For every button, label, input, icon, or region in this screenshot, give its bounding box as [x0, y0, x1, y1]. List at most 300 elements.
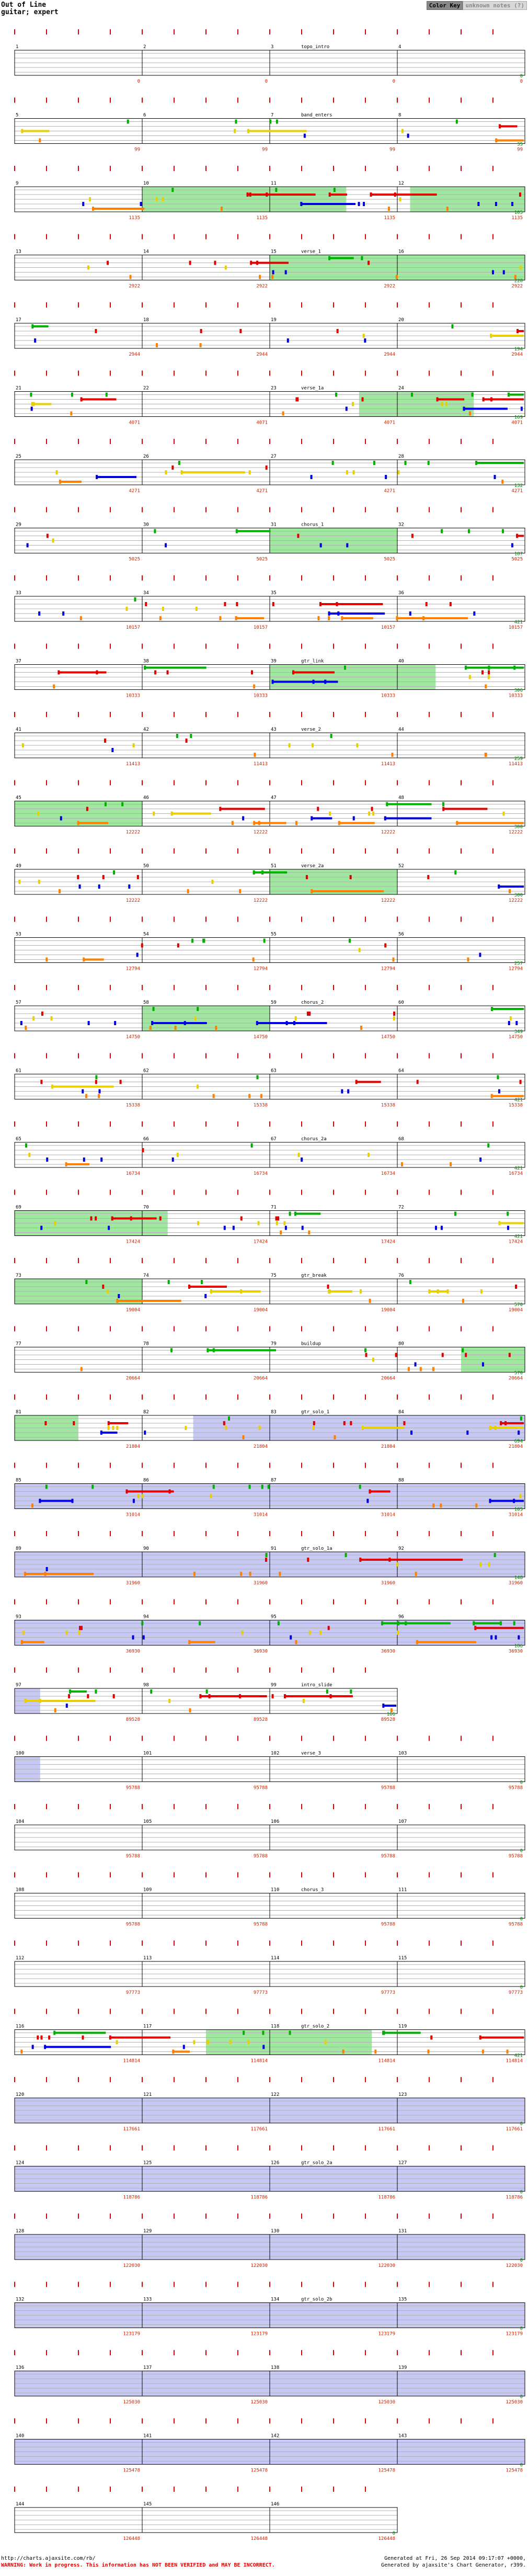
note	[441, 402, 443, 406]
beat-marker	[429, 985, 430, 990]
beat-marker	[365, 1940, 366, 1946]
running-score: 20664	[508, 1376, 523, 1381]
running-score: 4271	[511, 489, 523, 494]
beat-marker	[397, 98, 398, 103]
sustain-note	[357, 1081, 381, 1083]
note	[202, 939, 204, 943]
note	[70, 412, 72, 416]
note	[258, 821, 260, 825]
note	[178, 461, 180, 465]
note	[223, 1421, 225, 1425]
running-score: 4271	[384, 489, 395, 494]
note	[38, 611, 40, 616]
note	[168, 1699, 170, 1703]
beat-marker	[46, 712, 47, 717]
sustain-note	[52, 1086, 114, 1088]
running-score: 21804	[381, 1444, 395, 1449]
section-label: chorus_2	[301, 1000, 324, 1005]
running-score: 125030	[123, 2400, 140, 2405]
note	[500, 1421, 502, 1425]
note	[98, 1094, 100, 1098]
measure-number: 52	[398, 864, 404, 869]
beat-marker	[237, 1667, 238, 1673]
running-score: 16734	[381, 1171, 395, 1176]
running-score: 31960	[381, 1581, 395, 1586]
note	[397, 470, 399, 474]
running-score: 95788	[125, 1922, 140, 1927]
measure-number: 81	[16, 1410, 21, 1415]
beat-marker	[429, 1804, 430, 1809]
running-score: 12794	[508, 966, 523, 972]
measure-number: 16	[398, 249, 404, 255]
beat-marker	[333, 1599, 334, 1605]
measure-number: 60	[398, 1000, 404, 1005]
measure-number: 107	[398, 1819, 407, 1824]
note	[465, 666, 467, 670]
beat-marker	[14, 2077, 15, 2082]
measure-number: 124	[16, 2160, 25, 2166]
note	[495, 139, 497, 143]
note	[441, 1226, 443, 1230]
note	[85, 1094, 87, 1098]
note	[276, 1221, 278, 1225]
note	[102, 875, 105, 879]
sustain-note	[370, 1491, 390, 1493]
beat-marker	[492, 2419, 493, 2424]
measure-number: 73	[16, 1273, 21, 1278]
beat-marker	[237, 1121, 238, 1127]
note	[475, 461, 477, 465]
note	[108, 1421, 110, 1425]
section-label: verse_2a	[301, 864, 324, 869]
measure-number: 63	[271, 1068, 277, 1074]
sustain-note	[236, 617, 265, 619]
beat-marker	[461, 2009, 462, 2014]
beat-marker	[46, 507, 47, 513]
beat-marker	[269, 2487, 270, 2492]
beat-marker	[397, 1736, 398, 1741]
beat-marker	[142, 575, 143, 581]
section-label: buildup	[301, 1341, 321, 1347]
note	[52, 539, 54, 543]
beat-marker	[142, 1736, 143, 1741]
note	[225, 266, 227, 270]
running-score: 97773	[381, 1990, 395, 1995]
sustain-note	[492, 1008, 524, 1010]
note	[228, 1416, 230, 1421]
beat-marker	[237, 848, 238, 854]
beat-marker	[301, 1258, 302, 1263]
note	[401, 129, 404, 133]
running-score: 31960	[508, 1581, 523, 1586]
sustain-note	[54, 2032, 106, 2034]
sustain-note	[457, 822, 524, 824]
note	[507, 2050, 509, 2054]
note	[130, 1217, 132, 1221]
note	[415, 1363, 417, 1367]
note	[145, 602, 147, 606]
beat-marker	[461, 2146, 462, 2151]
measure-number: 64	[398, 1068, 404, 1074]
beat-marker	[110, 1258, 111, 1263]
note	[27, 543, 29, 548]
beat-marker	[429, 644, 430, 649]
note	[368, 1153, 370, 1157]
note	[249, 470, 251, 474]
sustain-note	[491, 335, 524, 337]
note	[107, 261, 109, 265]
note	[279, 1572, 281, 1576]
note	[482, 2050, 484, 2054]
note	[295, 1640, 297, 1644]
beat-marker	[205, 2009, 206, 2014]
footer-url[interactable]: http://charts.ajaxsite.com/rb/	[1, 2556, 96, 2561]
note	[363, 202, 365, 206]
note	[306, 875, 308, 879]
measure-number: 4	[398, 44, 401, 50]
note	[151, 1021, 153, 1025]
beat-marker	[365, 2214, 366, 2219]
beat-marker	[110, 507, 111, 513]
note	[501, 480, 503, 484]
beat-marker	[174, 1804, 175, 1809]
measure-number: 34	[143, 591, 149, 596]
note-count: 0	[520, 1848, 523, 1854]
beat-marker	[269, 1121, 270, 1127]
beat-marker	[205, 2419, 206, 2424]
note	[358, 202, 360, 206]
beat-marker	[110, 1463, 111, 1468]
beat-marker	[14, 2009, 15, 2014]
beat-marker	[14, 302, 15, 308]
beat-marker	[397, 712, 398, 717]
measure-number: 141	[143, 2433, 152, 2439]
beat-marker	[269, 1804, 270, 1809]
running-score: 95788	[253, 1854, 268, 1859]
beat-marker	[492, 166, 493, 171]
beat-marker	[110, 1121, 111, 1127]
sustain-note	[285, 1695, 353, 1697]
note	[386, 802, 388, 807]
running-score: 4271	[129, 489, 140, 494]
running-score: 122030	[378, 2263, 395, 2268]
note	[492, 270, 494, 275]
note	[317, 616, 319, 620]
running-score: 17424	[253, 1239, 268, 1245]
note	[224, 602, 226, 606]
measure-number: 42	[143, 727, 149, 732]
beat-marker	[237, 1463, 238, 1468]
note	[384, 816, 386, 821]
beat-marker	[301, 2077, 302, 2082]
running-score: 10157	[508, 625, 523, 630]
beat-marker	[142, 2009, 143, 2014]
beat-marker	[365, 2350, 366, 2355]
running-score: 2922	[129, 283, 140, 289]
note	[193, 2040, 195, 2045]
beat-marker	[397, 917, 398, 922]
beat-marker	[14, 985, 15, 990]
beat-marker	[46, 1599, 47, 1605]
beat-marker	[142, 1190, 143, 1195]
beat-marker	[461, 644, 462, 649]
beat-marker	[269, 1326, 270, 1332]
note	[261, 1485, 263, 1489]
beat-marker	[46, 1804, 47, 1809]
note-count: 300	[514, 824, 523, 830]
note	[311, 475, 313, 479]
beat-marker	[78, 2214, 79, 2219]
note	[25, 1143, 27, 1148]
beat-marker	[174, 1599, 175, 1605]
beat-marker	[429, 439, 430, 444]
note	[183, 2045, 185, 2049]
beat-marker	[237, 507, 238, 513]
measure-number: 87	[271, 1478, 277, 1483]
beat-marker	[492, 1873, 493, 1878]
measure-number: 85	[16, 1478, 21, 1483]
note	[488, 1562, 490, 1567]
note-count: 0	[520, 1780, 523, 1786]
beat-marker	[174, 2282, 175, 2287]
beat-marker	[174, 1736, 175, 1741]
running-score: 11413	[381, 762, 395, 767]
measure-number: 118	[271, 2024, 280, 2029]
beat-marker	[429, 2077, 430, 2082]
beat-marker	[142, 166, 143, 171]
measure-number: 33	[16, 591, 21, 596]
note	[80, 616, 82, 620]
beat-marker	[205, 2487, 206, 2492]
beat-marker	[46, 2419, 47, 2424]
beat-marker	[492, 1121, 493, 1127]
note	[39, 139, 41, 143]
note	[494, 475, 496, 479]
beat-marker	[142, 1804, 143, 1809]
beat-marker	[205, 234, 206, 240]
beat-marker	[333, 2419, 334, 2424]
note	[363, 334, 365, 338]
note	[447, 1289, 449, 1293]
beat-marker	[461, 1940, 462, 1946]
beat-marker	[333, 1804, 334, 1809]
beat-marker	[142, 507, 143, 513]
beat-marker	[333, 917, 334, 922]
beat-marker	[46, 302, 47, 308]
note-count: 166	[386, 1712, 395, 1717]
sustain-note	[173, 2051, 190, 2053]
beat-marker	[397, 1804, 398, 1809]
note-count: 0	[520, 1916, 523, 1922]
running-score: 5025	[511, 557, 523, 562]
note	[278, 1621, 280, 1626]
running-score: 10157	[381, 625, 395, 630]
beat-marker	[301, 166, 302, 171]
beat-marker	[461, 712, 462, 717]
beat-marker	[142, 1121, 143, 1127]
beat-marker	[492, 575, 493, 581]
beat-marker	[461, 1804, 462, 1809]
running-score: 31014	[125, 1512, 140, 1518]
running-score: 14750	[125, 1035, 140, 1040]
note	[243, 2031, 245, 2035]
note	[100, 1158, 102, 1162]
note	[498, 884, 500, 889]
note	[428, 461, 430, 465]
note	[303, 1699, 305, 1703]
beat-marker	[14, 848, 15, 854]
measure-number: 98	[143, 1683, 149, 1688]
beat-marker	[333, 1940, 334, 1946]
sustain-note	[382, 1622, 451, 1625]
measure-number: 26	[143, 454, 149, 459]
note	[428, 1289, 430, 1293]
beat-marker	[429, 575, 430, 581]
note	[475, 1504, 477, 1508]
running-score: 99	[517, 147, 523, 153]
beat-marker	[397, 2282, 398, 2287]
beat-marker	[301, 780, 302, 786]
beat-marker	[142, 2282, 143, 2287]
beat-marker	[492, 1326, 493, 1332]
note	[256, 261, 258, 265]
running-score: 31960	[253, 1581, 268, 1586]
running-score: 118786	[378, 2195, 395, 2200]
running-score: 114814	[506, 2058, 523, 2064]
note	[469, 412, 471, 416]
beat-marker	[205, 166, 206, 171]
sustain-note	[484, 399, 524, 401]
beat-marker	[237, 302, 238, 308]
beat-marker	[174, 507, 175, 513]
note	[335, 393, 337, 397]
note	[177, 944, 179, 948]
measure-number: 125	[143, 2160, 152, 2166]
sustain-note	[248, 130, 307, 132]
sustain-note	[509, 394, 524, 396]
sustain-note	[438, 399, 465, 401]
measure-number: 54	[143, 932, 149, 937]
beat-marker	[174, 575, 175, 581]
sustain-note	[200, 1695, 234, 1697]
note	[175, 1026, 177, 1030]
beat-marker	[14, 2214, 15, 2219]
note	[197, 1221, 199, 1225]
measure-number: 76	[398, 1273, 404, 1278]
measure-number: 43	[271, 727, 277, 732]
note	[494, 1553, 496, 1557]
sustain-note	[383, 2032, 421, 2034]
running-score: 10333	[253, 693, 268, 699]
beat-marker	[174, 1326, 175, 1332]
beat-marker	[333, 2350, 334, 2355]
note	[319, 602, 322, 606]
note	[292, 671, 294, 675]
beat-marker	[365, 985, 366, 990]
beat-marker	[237, 644, 238, 649]
beat-marker	[492, 1804, 493, 1809]
beat-marker	[237, 985, 238, 990]
note	[134, 597, 136, 602]
note	[355, 1080, 358, 1084]
note	[317, 807, 319, 811]
sustain-note	[371, 194, 437, 196]
beat-marker	[237, 1053, 238, 1059]
sustain-note	[338, 612, 385, 615]
beat-marker	[269, 1053, 270, 1059]
note	[328, 1626, 330, 1630]
note	[432, 1504, 434, 1508]
note	[66, 1631, 68, 1635]
beat-marker	[397, 234, 398, 240]
sustain-note	[22, 130, 49, 132]
beat-marker	[301, 29, 302, 35]
sustain-note	[101, 1432, 118, 1434]
beat-marker	[142, 2146, 143, 2151]
running-score: 19004	[253, 1308, 268, 1313]
measure-number: 138	[271, 2365, 280, 2370]
note	[73, 1421, 75, 1425]
note	[456, 821, 458, 825]
beat-marker	[237, 1190, 238, 1195]
note	[313, 680, 315, 684]
beat-marker	[365, 439, 366, 444]
note	[360, 1289, 362, 1293]
note	[116, 1299, 118, 1303]
note	[172, 2050, 174, 2054]
note	[95, 1217, 97, 1221]
note	[236, 529, 238, 534]
beat-marker	[237, 29, 238, 35]
beat-marker	[333, 780, 334, 786]
beat-marker	[174, 1463, 175, 1468]
note	[513, 1621, 515, 1626]
beat-marker	[78, 1258, 79, 1263]
running-score: 15338	[508, 1103, 523, 1108]
running-score: 21804	[125, 1444, 140, 1449]
beat-marker	[205, 1599, 206, 1605]
measure-number: 67	[271, 1137, 277, 1142]
beat-marker	[174, 2146, 175, 2151]
beat-marker	[365, 371, 366, 376]
running-score: 95788	[253, 1785, 268, 1791]
note	[24, 1699, 26, 1703]
beat-marker	[365, 1053, 366, 1059]
note	[113, 870, 115, 875]
beat-marker	[365, 1804, 366, 1809]
note	[120, 1080, 122, 1084]
running-score: 125478	[250, 2468, 268, 2473]
measure-number: 14	[143, 249, 149, 255]
note-count: 0	[520, 74, 523, 79]
sustain-note	[66, 1163, 89, 1165]
running-score: 123179	[506, 2331, 523, 2337]
note	[232, 821, 234, 825]
beat-marker	[110, 780, 111, 786]
note	[392, 958, 394, 962]
sustain-note	[189, 1286, 227, 1288]
note	[513, 666, 515, 670]
running-score: 15338	[381, 1103, 395, 1108]
measure-number: 120	[16, 2092, 25, 2097]
beat-marker	[174, 166, 175, 171]
beat-marker	[333, 1667, 334, 1673]
beat-marker	[110, 644, 111, 649]
beat-marker	[78, 1736, 79, 1741]
running-score: 122030	[506, 2263, 523, 2268]
beat-marker	[14, 1326, 15, 1332]
measure-number: 1	[16, 44, 19, 50]
